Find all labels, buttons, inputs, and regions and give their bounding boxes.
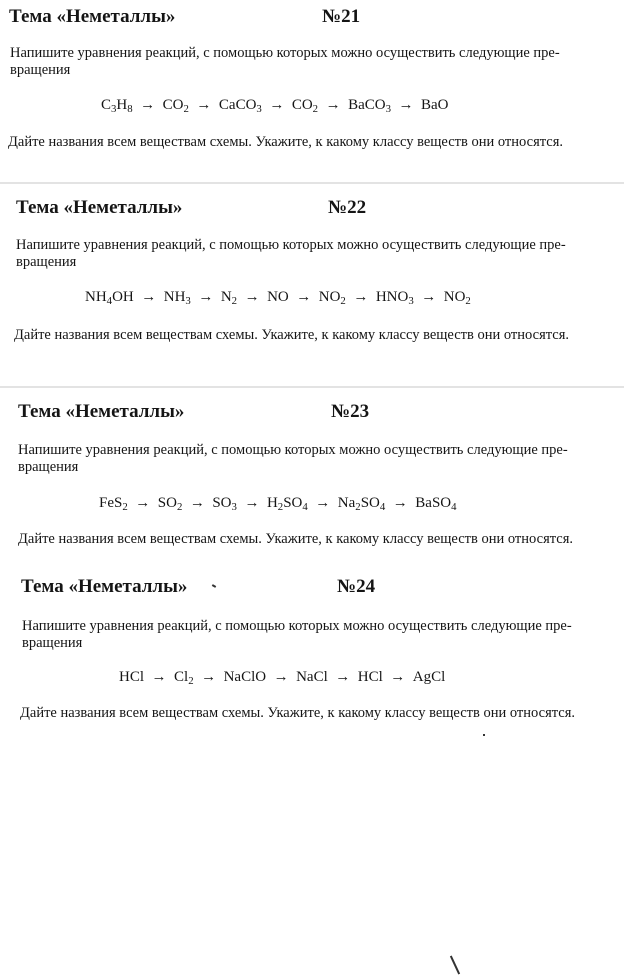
task-number: №22	[328, 197, 367, 218]
divider	[0, 386, 624, 388]
task-number: №24	[337, 576, 376, 597]
task-number: №23	[331, 401, 370, 422]
task-instruction-line1: Напишите уравнения реакций, с помощью которых можно осуществить следующие пре-	[10, 45, 560, 61]
reaction-chain: HCl → $Cl_2$ → NaClO → NaCl → HCl → AgCl	[119, 669, 446, 688]
reaction-chain: $C_3H_8 \to CO_2$ → CaCO$_3$ → $CO_2$ → BaCO$_3$ → BaO	[101, 97, 449, 116]
task-card-23	[0, 392, 624, 568]
task-instruction-line1: Напишите уравнения реакций, с помощью которых можно осуществить следующие пре-	[18, 442, 568, 458]
topic-heading: Тема «Неметаллы»	[16, 197, 183, 218]
topic-heading: Тема «Неметаллы»	[9, 6, 176, 27]
topic-heading: Тема «Неметаллы»	[21, 576, 188, 597]
task-card-21	[0, 0, 624, 180]
task-instruction-line2: вращения	[22, 635, 83, 651]
naming-instruction: Дайте названия всем веществам схемы. Укажите, к какому классу веществ они относятся.	[14, 327, 569, 343]
naming-instruction: Дайте названия всем веществам схемы. Укажите, к какому классу веществ они относятся.	[8, 134, 563, 150]
divider	[0, 182, 624, 184]
task-card-22	[0, 190, 624, 380]
reaction-chain: $NH_4OH \to NH_3 \to N_2$ → NO → $NO_2 \to HNO_3 \to NO_2$	[85, 289, 471, 308]
task-instruction-line1: Напишите уравнения реакций, с помощью которых можно осуществить следующие пре-	[16, 237, 566, 253]
task-instruction-line2: вращения	[16, 254, 77, 270]
task-instruction-line1: Напишите уравнения реакций, с помощью которых можно осуществить следующие пре-	[22, 618, 572, 634]
scan-speck	[450, 956, 460, 975]
task-number: №21	[322, 6, 361, 27]
task-instruction-line2: вращения	[18, 459, 79, 475]
task-instruction-line2: вращения	[10, 62, 71, 78]
naming-instruction: Дайте названия всем веществам схемы. Укажите, к какому классу веществ они относятся.	[18, 531, 573, 547]
scan-speck	[483, 734, 485, 736]
task-card-24	[0, 568, 624, 738]
reaction-chain: $FeS_2 \to SO_2 \to SO_3 \to H_2SO_4 \to Na_2SO_4$ → BaSO$_4$	[99, 495, 457, 514]
naming-instruction: Дайте названия всем веществам схемы. Укажите, к какому классу веществ они относятся.	[20, 705, 575, 721]
topic-heading: Тема «Неметаллы»	[18, 401, 185, 422]
